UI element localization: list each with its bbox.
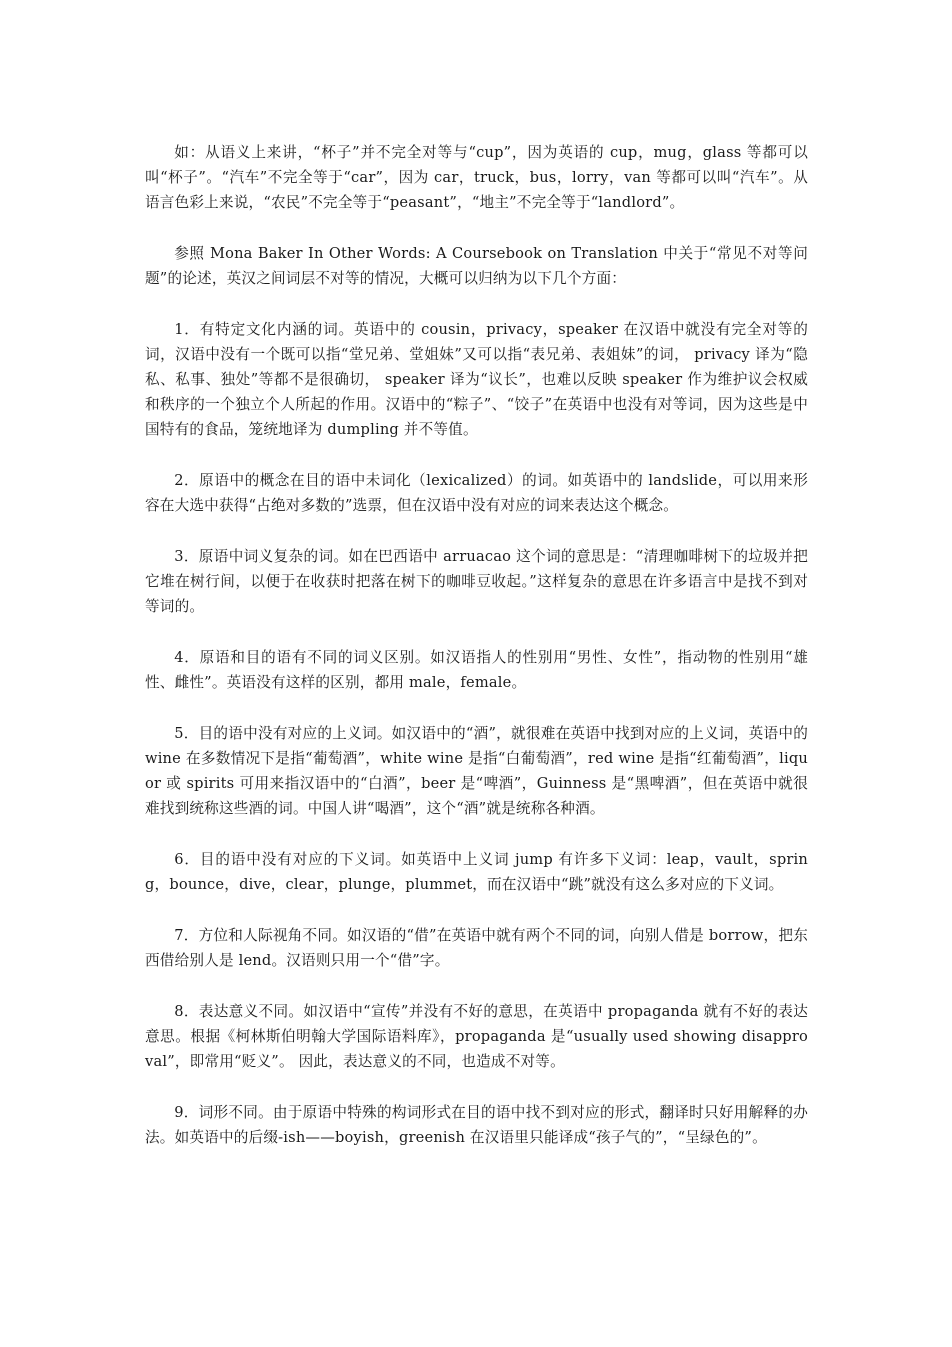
paragraph-item-6: 6．目的语中没有对应的下义词。如英语中上义词 jump 有许多下义词：leap，vault，spring，bounce，dive，clear，plunge，plummet，而在汉语中“跳”就没有这么多对应的下义词。 (145, 851, 808, 893)
document-page (145, 140, 808, 1176)
paragraph-item-8: 8．表达意义不同。如汉语中“宣传”并没有不好的意思，在英语中 propaganda 就有不好的表达意思。根据《柯林斯伯明翰大学国际语料库》，propaganda 是“usually used showing disapproval”，即常用“贬义”。 因此，表达意义的不同，也造成不对等。 (145, 1003, 808, 1070)
paragraph-item-3: 3．原语中词义复杂的词。如在巴西语中 arruacao 这个词的意思是：“清理咖啡树下的垃圾并把它堆在树行间，以便于在收获时把落在树下的咖啡豆收起。”这样复杂的意思在许多语言中是找不到对等词的。 (145, 548, 808, 615)
paragraph-cup-example: 如：从语义上来讲，“杯子”并不完全对等与“cup”，因为英语的 cup，mug，glass 等都可以叫“杯子”。“汽车”不完全等于“car”，因为 car，truck，bus，lorry，van 等都可以叫“汽车”。从语言色彩上来说，“农民”不完全等于“peasant”，“地主”不完全等于“landlord”。 (145, 144, 808, 211)
paragraph-item-1: 1．有特定文化内涵的词。英语中的 cousin，privacy，speaker 在汉语中就没有完全对等的词，汉语中没有一个既可以指“堂兄弟、堂姐妹”又可以指“表兄弟、表姐妹”的词， privacy 译为“隐私、私事、独处”等都不是很确切， speaker 译为“议长”，也难以反映 speaker 作为维护议会权威和秩序的一个独立个人所起的作用。汉语中的“粽子”、“饺子”在英语中也没有对等词，因为这些是中国特有的食品，笼统地译为 dumpling 并不等值。 (145, 321, 808, 438)
paragraph-item-9: 9．词形不同。由于原语中特殊的构词形式在目的语中找不到对应的形式，翻译时只好用解释的办法。如英语中的后缀-ish——boyish，greenish 在汉语里只能译成“孩子气的”，“呈绿色的”。 (145, 1104, 808, 1146)
paragraph-item-5: 5．目的语中没有对应的上义词。如汉语中的“酒”，就很难在英语中找到对应的上义词，英语中的 wine 在多数情况下是指“葡萄酒”，white wine 是指“白葡萄酒”，red wine 是指“红葡萄酒”，liquor 或 spirits 可用来指汉语中的“白酒”，beer 是“啤酒”，Guinness 是“黑啤酒”，但在英语中就很难找到统称这些酒的词。中国人讲“喝酒”，这个“酒”就是统称各种酒。 (145, 725, 808, 817)
paragraph-mona-baker-intro: 参照 Mona Baker In Other Words: A Coursebook on Translation 中关于“常见不对等问题”的论述，英汉之间词层不对等的情况，大概可以归纳为以下几个方面： (145, 245, 808, 287)
paragraph-item-2: 2．原语中的概念在目的语中未词化（lexicalized）的词。如英语中的 landslide，可以用来形容在大选中获得“占绝对多数的”选票，但在汉语中没有对应的词来表达这个概念。 (145, 472, 808, 514)
paragraph-item-4: 4．原语和目的语有不同的词义区别。如汉语指人的性别用“男性、女性”，指动物的性别用“雄性、雌性”。英语没有这样的区别，都用 male，female。 (145, 649, 808, 691)
paragraph-item-7: 7．方位和人际视角不同。如汉语的“借”在英语中就有两个不同的词，向别人借是 borrow，把东西借给别人是 lend。汉语则只用一个“借”字。 (145, 927, 808, 969)
